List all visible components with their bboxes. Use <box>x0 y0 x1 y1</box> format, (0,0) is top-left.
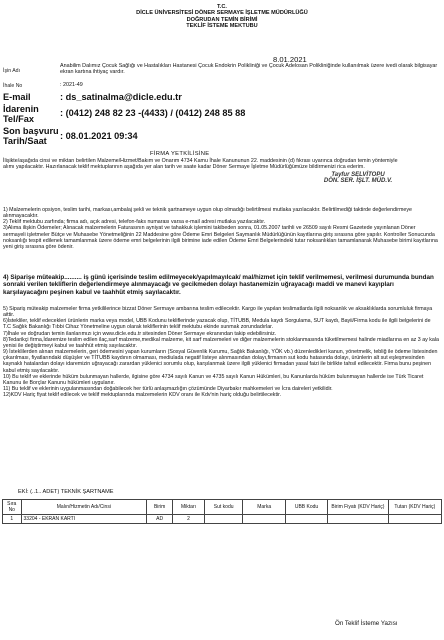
idarenin-label: İdarenin <box>3 104 39 114</box>
isin-adi-value: Anabilim Dalımız Çocuk Sağlığı ve Hastalıkları Hastanesi Çocuk Endokrin Polikliniği ve Çocuk Adelosan Polikliniğinde kullanılmak üzere ivedi olarak bilgisayar ekran kartına ihtiyaç vardır. <box>60 63 438 76</box>
condition-item: 2) Teklif mektubu zarfında; firma adı, açık adresi, telefon-faks numarası varsa e-mail adresi mutlaka yazılacaktır. <box>3 219 266 226</box>
email-label: E-mail <box>3 92 31 102</box>
condition-item: 5) Sipariş müteakip malzemeler firma yetkililerince bizzat Döner Sermaye ambarına teslim edilecektir. Kargo ile yapılan teslimatlarda ilgili noksanlık ve aksaklıklarda sorumluluk firmaya aittir. <box>3 306 433 319</box>
col-header-marka: Marka <box>243 500 285 515</box>
header-unit: DOĞRUDAN TEMİN BİRİMİ <box>186 16 258 23</box>
condition-item: 11) Bu teklif ve eklerinin uygulanmasından doğabilecek her türlü anlaşmazlığın çözümünde Diyarbakır mahkemeleri ve İcra daireleri yetkilidir. <box>3 386 333 393</box>
col-header-sut-kodu: Sut kodu <box>204 500 243 515</box>
signer-title: DÖN. SER. İŞLT. MÜD.V. <box>323 178 393 184</box>
col-header-sira-no: Sıra No <box>3 500 22 515</box>
tarih-saat-label: Tarih/Saat <box>3 136 47 146</box>
condition-item: 12)KDV Hariç fiyat teklif edilecek ve teklif mektuplarında malzemelerin KDV oranı ile Kdv'nin hariç olduğu belirtilecektir. <box>3 392 282 399</box>
table-header-row <box>3 500 442 515</box>
ihale-no-value: : 2021-49 <box>60 82 83 88</box>
footer-label: Ön Teklif İsteme Yazısı <box>335 620 398 627</box>
telfax-label: Tel/Fax <box>3 114 34 124</box>
col-header-tutari: Tutarı (KDV Hariç) <box>388 500 441 515</box>
table-row <box>3 515 442 524</box>
condition-item: 3)Alıma ilişkin Ödemeler; Alınacak malzemelerin Faturasının ayniyat ve tahakkuk işlemini takibeden sonra, 01.05.2007 tarihli ve 26509 sayılı Resmi Gazetede yayınlanan Döner sermayeli işletmeler Bütçe ve Muhasebe Yönetmeliğinin 22 Maddesine göre Ödeme Emri Belgeleri Saymanlık Müdürlüğünün kayıtlarına giriş sırasına göre yapılır. Kontroller Sonucunda noksanlığı tespit edilenek tamamlanmak üzere ödeme emri belgelerinin ilgili birimine iade edilen Ödeme Emri Belgelerindeki tutar noksanlıkları tamamlanarak Muhasebe birimi kayıtlarına yeni giriş sırasına göre ödenir. <box>3 225 438 250</box>
cell-tutari <box>388 515 441 524</box>
header-university: DİCLE ÜNİVERSİTESİ DÖNER SERMAYE İŞLETME MÜDÜRLÜĞÜ <box>136 10 308 17</box>
isin-adi-label: İşin Adı <box>3 68 21 74</box>
col-header-birim-fiyati: Birim Fiyatı (KDV Hariç) <box>328 500 388 515</box>
conditions-1-3 <box>3 207 439 250</box>
header <box>0 4 444 30</box>
conditions-5-12 <box>3 306 439 398</box>
cell-mal-adi: 33204 - EKRAN KARTI <box>21 515 147 524</box>
son-basvuru-value: : 08.01.2021 09:34 <box>60 131 138 141</box>
header-tc: T.C. <box>217 4 227 10</box>
cell-birim: AD <box>147 515 173 524</box>
items-table <box>2 499 442 524</box>
condition-item: 9) İsteklilerden alınan malzemelerin, geri ödemesini yapan kurumların (Sosyal Güvenlik Kurumu, Sağlık Bakanlığı, YÖK vb.) düzenledikleri kanun, yönetmelik, tebliğ ile ödeme listesinden çıkarılması, fiyatlarındaki düşüşler ve TİTUBB kaydının olmaması, mediulada negatif listeye alınmasından dolayı,firmanın sut kodu hatasında dolayı, ürünlerin alt sut eşleşmesinden kaynaklı hatalardan dolayı idaremizin uğrayacağı zarardan yüklenici sorumlu olup, karşılanmak üzere ilgili yüklenici firmadan yasal faizi ile birlikte tahsil edilecektir. Firma bunu peşinen kabul etmiş sayılacaktır. <box>3 349 438 374</box>
col-header-birim: Birim <box>147 500 173 515</box>
signature-block <box>316 172 400 184</box>
cell-marka <box>243 515 285 524</box>
signer-name: Tayfur SELVİTOPU <box>331 172 385 178</box>
col-header-ubb-kodu: UBB Kodu <box>285 500 327 515</box>
condition-item: 1) Malzemelerin opsiyon, teslim tarihi, markası,ambalaj şekli ve teknik şartnameye uygun olup olmadığı belirtilmesi mutlaka yazılacaktır. Belirtilmediği taktirde değerlendirmeye alınmayacaktır. <box>3 207 412 220</box>
condition-item: 7)İhale ve doğrudan temin ilanlarımızı için www.dicle.edu.tr sitesinden Döner Sermaye ekranından takip edebilirsiniz. <box>3 330 277 337</box>
email-value: : ds_satinalma@dicle.edu.tr <box>60 92 182 102</box>
section-title: FİRMA YETKİLİSİNE <box>150 151 210 157</box>
table-title: EKİ: (..1.. ADET) TEKNİK ŞARTNAME <box>18 489 114 495</box>
son-basvuru-label: Son başvuru <box>3 126 59 136</box>
condition-item: 10) Bu teklif ve eklerinde hüküm bulunmayan hallerde, ilgisine göre 4734 sayılı Kanun ve 4735 sayılı Kanun Hükümleri, bu Kanunlarda hüküm bulunmayan hallerde ise Türk Ticaret Kanunu ile Borçlar Kanunu hükümleri uygulanır. <box>3 373 424 386</box>
telfax-value: : (0412) 248 82 23 -(4433) / (0412) 248 85 88 <box>60 108 246 118</box>
condition-4: 4) Siparişe müteakip.......... iş günü içerisinde teslim edilmeyecek/yapılmayılcak/ mal/hizmet için teklif verilmemesi, verilmesi durumunda bundan sonraki verilen tekliflerin değerlendirmeye alınmayacağı ve gecikmeden dolayı hastanemizin uğrayacağı maddi ve manevi kayıpları karşılayacağını peşinen kabul ve taahhüt etmiş sayılacaktır. <box>3 274 434 296</box>
col-header-miktari: Miktarı <box>173 500 205 515</box>
cell-ubb-kodu <box>285 515 327 524</box>
cell-sira-no: 1 <box>3 515 22 524</box>
condition-item: 8)Tedarikçi firma,İdaremize teslim edilen ilaç,sarf malzeme,medikal malzeme, kit sarf malzemeleri ve diğer malzemelerin stoklanmasında tüketilmemesi halinde miadlarına en az 3 ay kala yenisi ile değiştirmeyi kabul ve taahhüt etmiş sayılacaktır. <box>3 336 439 349</box>
document-date: 8.01.2021 <box>273 55 307 64</box>
header-letter-title: TEKLİF İSTEME MEKTUBU <box>186 23 258 30</box>
ihale-no-label: İhale No <box>3 83 23 89</box>
intro-paragraph: İlişikte/aşağıda cinsi ve miktarı belirtilen Malzeme/Hizmet/Bakım ve Onarım 4734 Kamu İhale Kanununun 22. maddesinin (d) fıkrası uyarınca doğrudan temin yöntemiyle alımı yapılacaktır. Hazırlanacak teklif mektuplarının aşağıda yer alan tarih ve saate kadar Döner Sermaye İşletme Müdürlüğümüze bildirmenizi rica ederim. <box>3 158 398 171</box>
condition-item: 6)İstekliler, teklif edecekleri ürünlerin marka veya model, UBB Kodunu tekliflerinde yazacak olup, TİTUBB, Medula kaydı Sorgulama, SUT kaydı, Bayii/Firma kodu ile ilgili belgelerini de T.C Sağlık Bakanlığı Tıbbi Cihaz Yönetmeline uygun olarak tekliflerinin teklif mektubu ekinde sunmak zorundadırlar. <box>3 318 431 331</box>
cell-birim-fiyati <box>328 515 388 524</box>
cell-sut-kodu <box>204 515 243 524</box>
col-header-mal-adi: Malın/Hizmetin Adı/Cinsi <box>21 500 147 515</box>
cell-miktari: 2 <box>173 515 205 524</box>
